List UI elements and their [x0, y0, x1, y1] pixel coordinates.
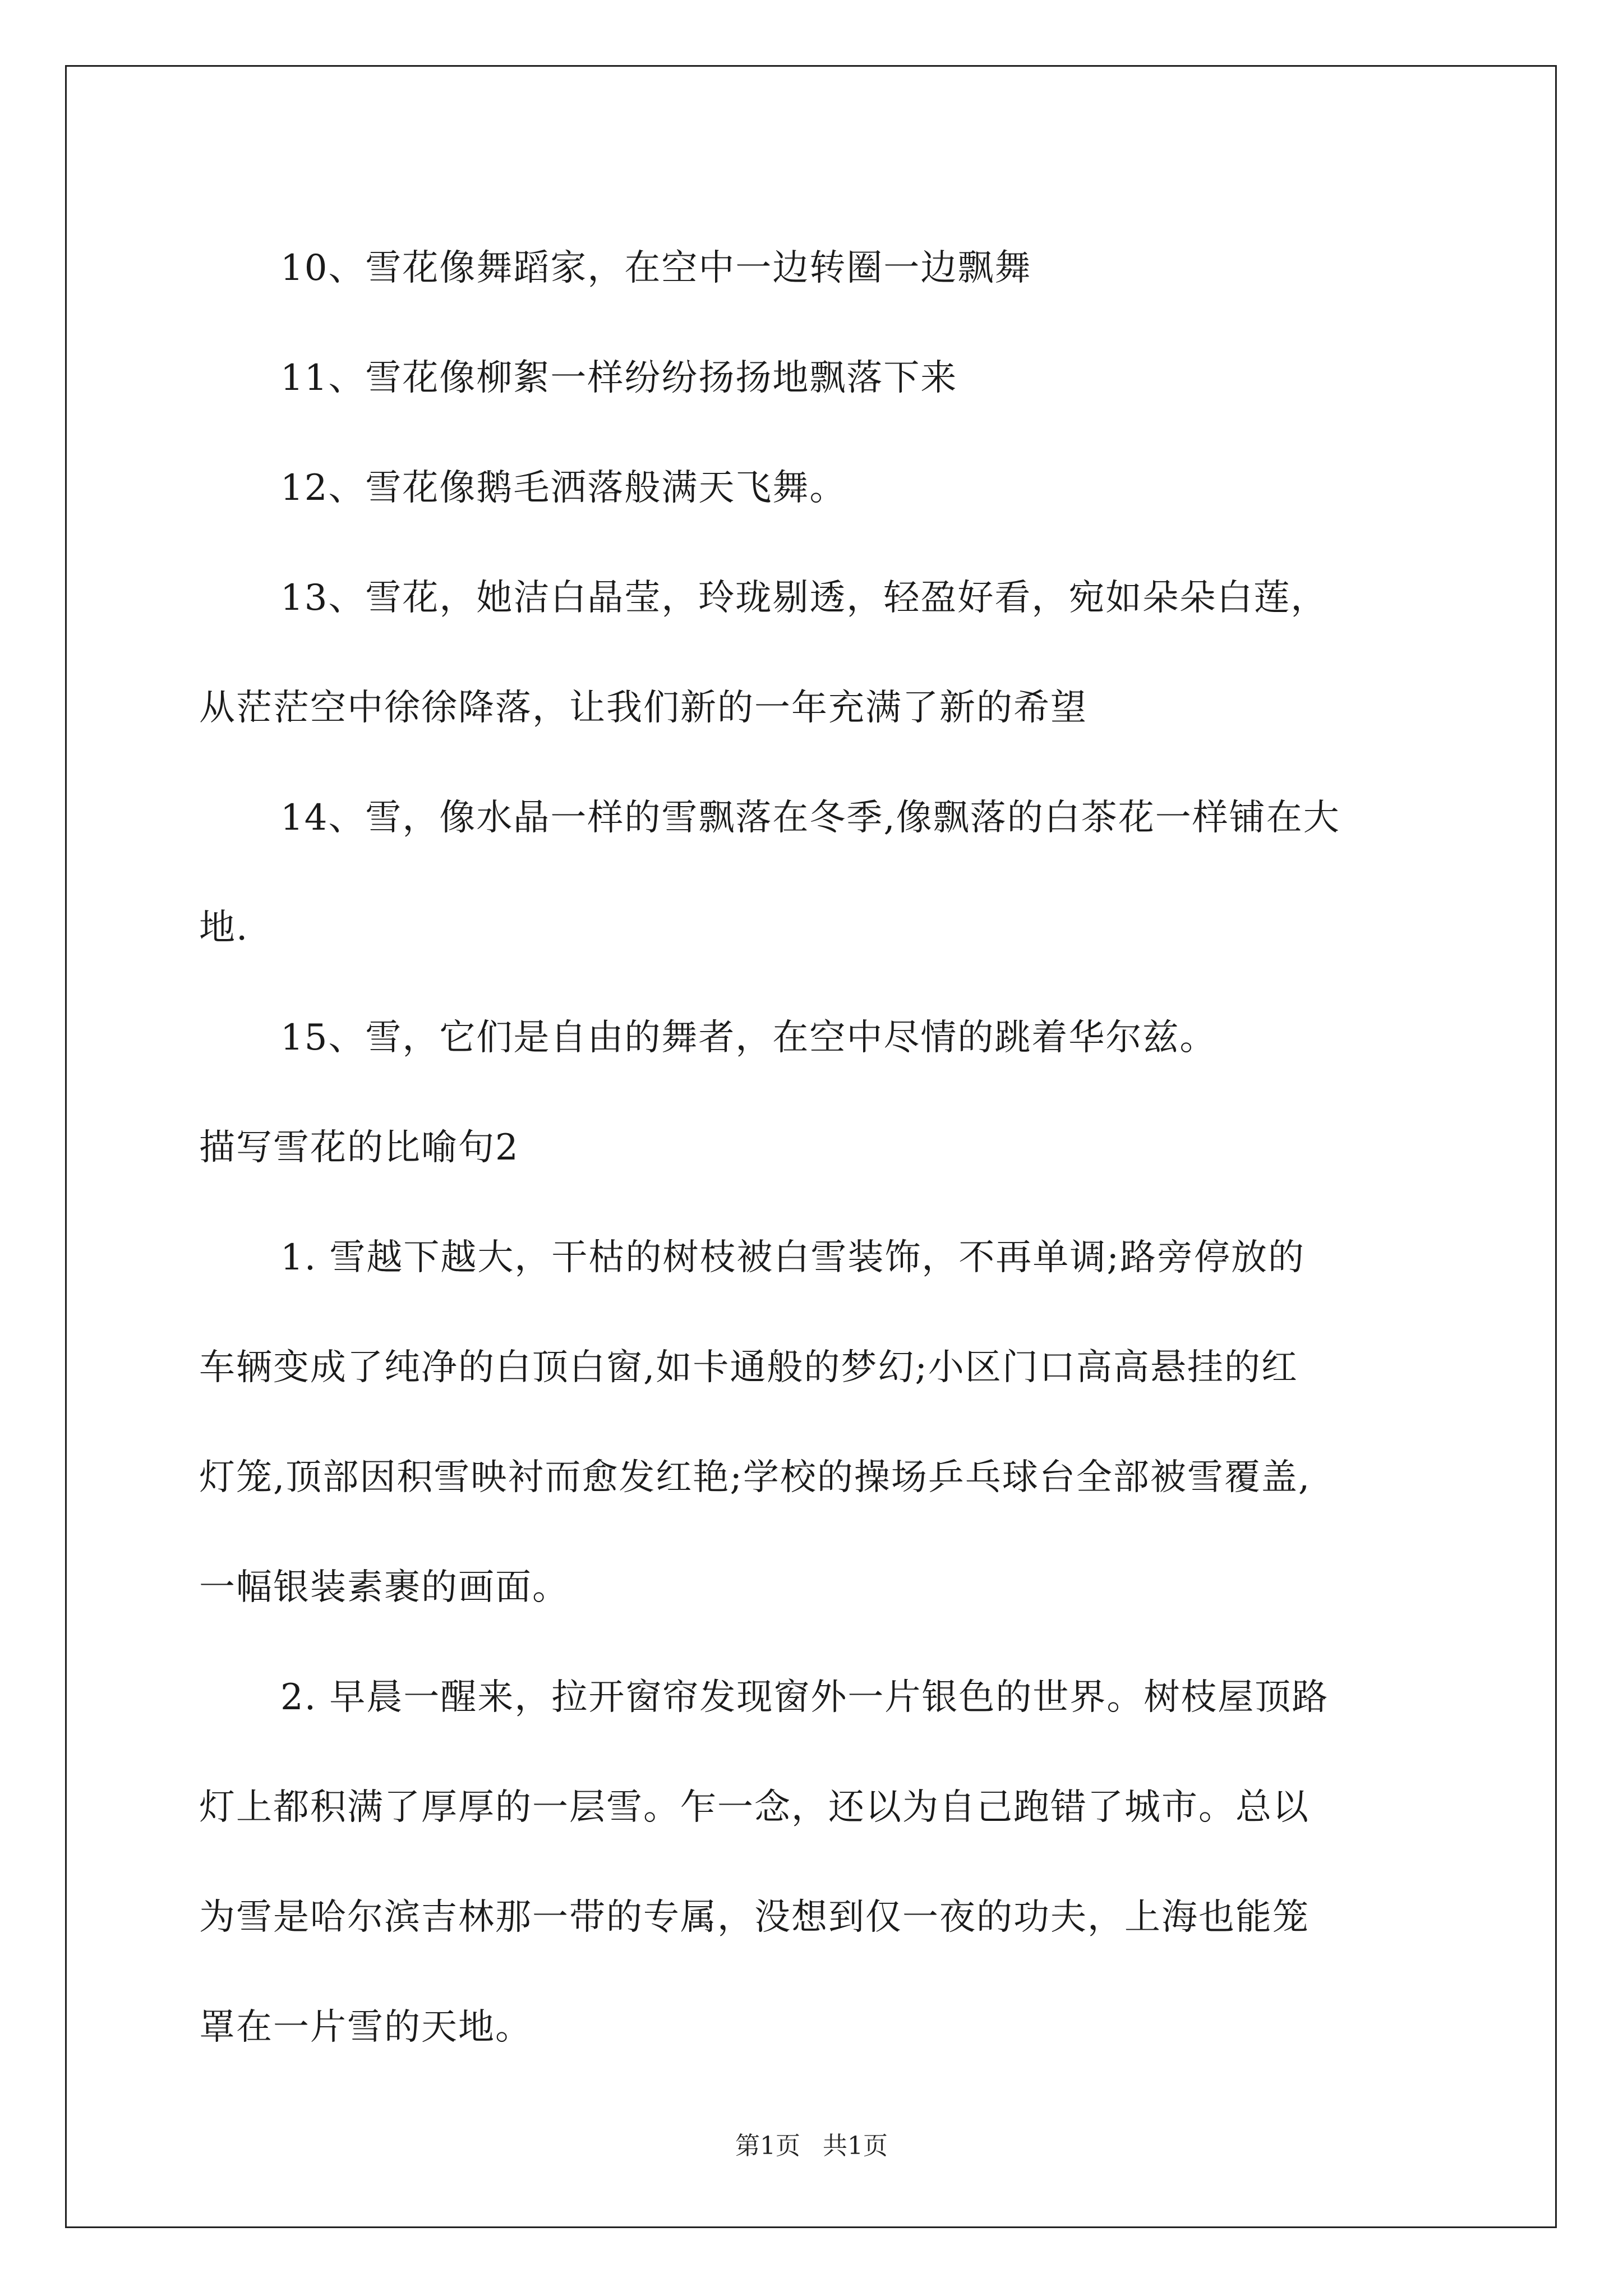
- page-number-current: 第1页: [735, 2132, 800, 2160]
- section-paragraph-1-line-3: 灯笼,顶部因积雪映衬而愈发红艳;学校的操场乒乓球台全部被雪覆盖,: [199, 1457, 1311, 1498]
- paragraph-12: 12、雪花像鹅毛洒落般满天飞舞。: [280, 467, 847, 509]
- page-footer: [0, 2129, 1623, 2163]
- paragraph-14-line-1: 14、雪，像水晶一样的雪飘落在冬季,像飘落的白茶花一样铺在大: [280, 797, 1340, 839]
- paragraph-15: 15、雪，它们是自由的舞者，在空中尽情的跳着华尔兹。: [280, 1017, 1217, 1059]
- section-paragraph-1-line-4: 一幅银装素裹的画面。: [199, 1567, 569, 1608]
- paragraph-11: 11、雪花像柳絮一样纷纷扬扬地飘落下来: [280, 357, 958, 399]
- paragraph-10: 10、雪花像舞蹈家，在空中一边转圈一边飘舞: [280, 247, 1032, 289]
- page-number-total: 共1页: [823, 2132, 888, 2160]
- section-paragraph-1-line-2: 车辆变成了纯净的白顶白窗,如卡通般的梦幻;小区门口高高悬挂的红: [199, 1347, 1298, 1388]
- paragraph-14-line-2: 地.: [199, 907, 249, 949]
- section-paragraph-2-line-2: 灯上都积满了厚厚的一层雪。乍一念，还以为自己跑错了城市。总以: [199, 1787, 1310, 1828]
- section-paragraph-2-line-4: 罩在一片雪的天地。: [199, 2007, 532, 2048]
- section-paragraph-2-line-3: 为雪是哈尔滨吉林那一带的专属，没想到仅一夜的功夫，上海也能笼: [199, 1897, 1310, 1938]
- paragraph-13-line-1: 13、雪花，她洁白晶莹，玲珑剔透，轻盈好看，宛如朵朵白莲，: [280, 577, 1328, 619]
- section-heading: 描写雪花的比喻句2: [199, 1127, 519, 1168]
- section-paragraph-2-line-1: 2. 早晨一醒来，拉开窗帘发现窗外一片银色的世界。树枝屋顶路: [280, 1677, 1329, 1718]
- document-body: [199, 213, 1438, 2082]
- section-paragraph-1-line-1: 1. 雪越下越大，干枯的树枝被白雪装饰，不再单调;路旁停放的: [280, 1237, 1305, 1278]
- paragraph-13-line-2: 从茫茫空中徐徐降落，让我们新的一年充满了新的希望: [199, 687, 1087, 729]
